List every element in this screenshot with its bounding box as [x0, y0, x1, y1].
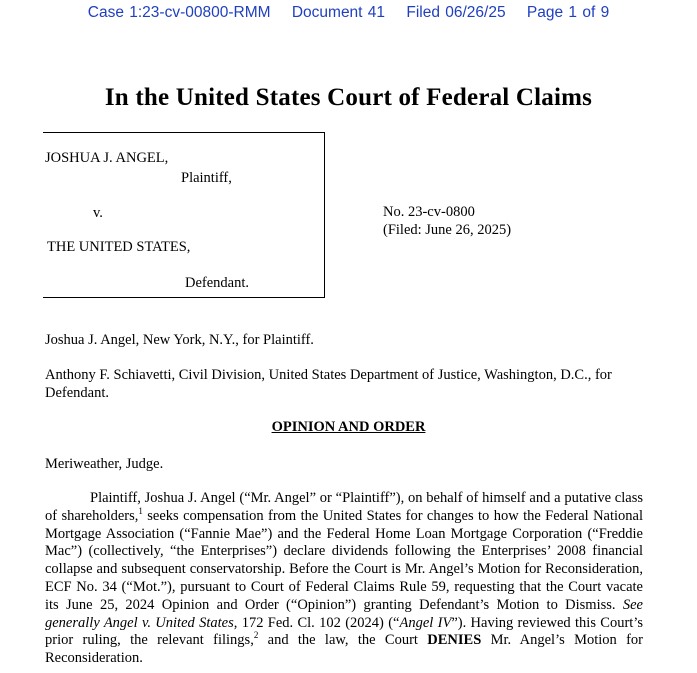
footnote-ref-1[interactable]: 1 — [138, 505, 143, 516]
see-citation: See generally Angel v. United States — [45, 596, 643, 631]
header-page-number: Page 1 of 9 — [526, 4, 610, 21]
footnote-ref-2[interactable]: 2 — [253, 630, 259, 641]
plaintiff-name: JOSHUA J. ANGEL, — [45, 150, 169, 166]
defendant-counsel: Anthony F. Schiavetti, Civil Division, United States Department of Justice, Washington, D.C., for Defendant. — [45, 367, 612, 401]
body-text-c: , 172 Fed. Cl. 102 (2024) (“ — [233, 614, 400, 631]
header-filed-date: Filed 06/26/25 — [406, 4, 506, 21]
denies-keyword: DENIES — [427, 632, 482, 649]
angel-iv-citation: Angel IV — [399, 614, 452, 631]
header-document-number: Document 41 — [291, 4, 386, 21]
judge-line: Meriweather, Judge. — [45, 456, 164, 472]
body-text-b: seeks compensation from the United States for changes to how the Federal National Mortgage Association (“Fannie Mae”) and the Federal Home Loan Mortgage Corporation (“Freddie Mac”) (collectively, “the Enterprises”) declare dividends following the Enterprises’ 2008 financial collapse and subsequent conservatorship. Before the Court is Mr. Angel’s Motion for Reconsideration, ECF No. 34 (“Mot.”), pursuant to Court of Federal Claims Rule 59, requesting that the Court vacate its June 25, 2024 Opinion and Order (“Opinion”) granting Defendant’s Motion to Dismiss. — [45, 507, 643, 613]
body-text-d: ”). Having reviewed this Court’s prior ruling, the relevant filings, — [45, 614, 643, 649]
opinion-title: OPINION AND ORDER — [271, 419, 426, 435]
court-title: In the United States Court of Federal Claims — [104, 84, 593, 111]
body-text-a: Plaintiff, Joshua J. Angel (“Mr. Angel” or “Plaintiff”), on behalf of himself and a putative class of shareholders, — [45, 490, 643, 524]
body-text-f: Mr. Angel’s Motion for Reconsideration. — [45, 632, 644, 667]
body-text-e: and the law, the Court — [258, 632, 428, 649]
filed-date: (Filed: June 26, 2025) — [383, 222, 512, 238]
versus-label: v. — [93, 205, 103, 221]
plaintiff-role: Plaintiff, — [181, 170, 232, 186]
body-paragraph — [45, 490, 643, 668]
defendant-name: THE UNITED STATES, — [47, 239, 191, 255]
document-header — [0, 4, 697, 22]
header-case-number: Case 1:23-cv-00800-RMM — [87, 4, 271, 21]
defendant-role: Defendant. — [185, 275, 250, 291]
plaintiff-counsel: Joshua J. Angel, New York, N.Y., for Plaintiff. — [45, 332, 314, 348]
case-number: No. 23-cv-0800 — [383, 204, 475, 220]
